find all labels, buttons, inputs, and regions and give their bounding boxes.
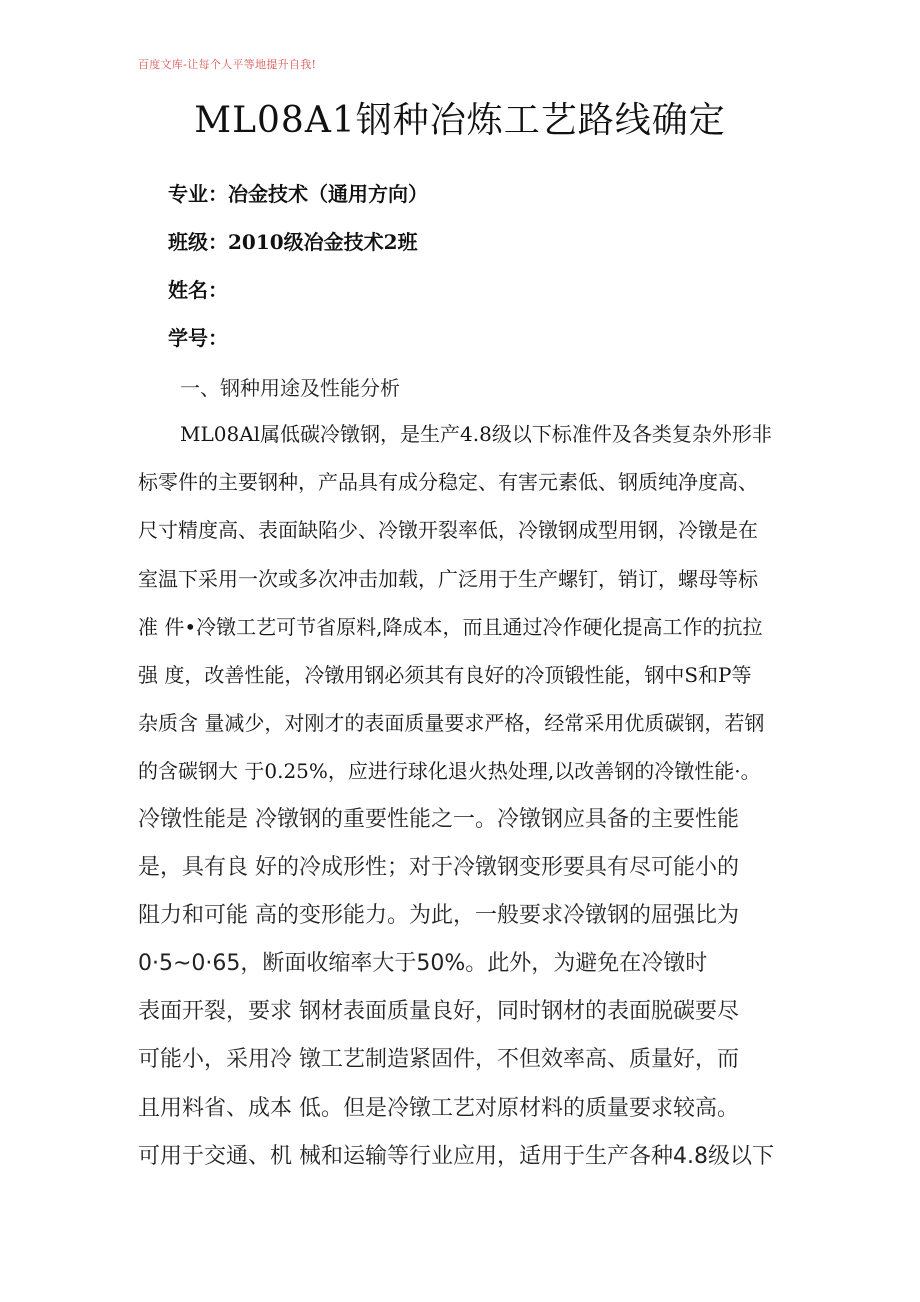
body-paragraph [138, 418, 828, 1189]
student-id-line: 学号： [168, 326, 228, 350]
header-note: 百度文库-让每个人平等地提升自我! [138, 58, 317, 71]
body-line: 准 件•冷镦工艺可节省原料,降成本，而且通过冷作硬化提高工作的抗拉 [138, 614, 763, 639]
section-heading: 一、钢种用途及性能分析 [180, 376, 400, 400]
body-line: 阻力和可能 高的变形能力。为此，一般要求冷镦钢的屈强比为 [138, 902, 739, 928]
body-line: 尺寸精度高、表面缺陷少、冷镦开裂率低，冷镦钢成型用钢，冷镦是在 [138, 518, 758, 543]
body-line: 的含碳钢大 于0.25%，应进行球化退火热处理,以改善钢的冷镦性能·。 [138, 759, 761, 784]
body-line: 杂质含 量减少，对刚才的表面质量要求严格，经常采用优质碳钢，若钢 [138, 711, 765, 736]
body-line: 冷镦性能是 冷镦钢的重要性能之一。冷镦钢应具备的主要性能 [138, 806, 739, 832]
body-line: 室温下采用一次或多次冲击加载，广泛用于生产螺钉，销订，螺母等标 [138, 566, 758, 591]
body-line: 且用料省、成本 低。但是冷镦工艺对原材料的质量要求较高。 [138, 1095, 739, 1121]
body-line: 表面开裂，要求 钢材表面质量良好，同时钢材的表面脱碳要尽 [138, 999, 739, 1025]
body-line: 是，具有良 好的冷成形性；对于冷镦钢变形要具有尽可能小的 [138, 854, 739, 880]
class-line: 班级：2010级冶金技术2班 [168, 230, 418, 254]
body-line: 0·5~0·65，断面收缩率大于50%。此外，为避免在冷镦时 [138, 951, 708, 977]
name-line: 姓名： [168, 278, 228, 302]
body-line: 标零件的主要钢种，产品具有成分稳定、有害元素低、钢质纯净度高、 [138, 470, 758, 495]
body-line: 可用于交通、机 械和运输等行业应用，适用于生产各种4.8级以下 [138, 1143, 774, 1169]
major-line: 专业：冶金技术（通用方向） [168, 182, 428, 206]
body-line: ML08Al属低碳冷镦钢，是生产4.8级以下标准件及各类复杂外形非 [180, 422, 772, 446]
body-line: 强 度，改善性能，冷镦用钢必须其有良好的冷顶锻性能，钢中S和P等 [138, 662, 752, 687]
document-title: ML08A1钢种冶炼工艺路线确定 [194, 100, 726, 141]
body-line: 可能小，采用冷 镦工艺制造紧固件，不但效率高、质量好，而 [138, 1047, 739, 1073]
